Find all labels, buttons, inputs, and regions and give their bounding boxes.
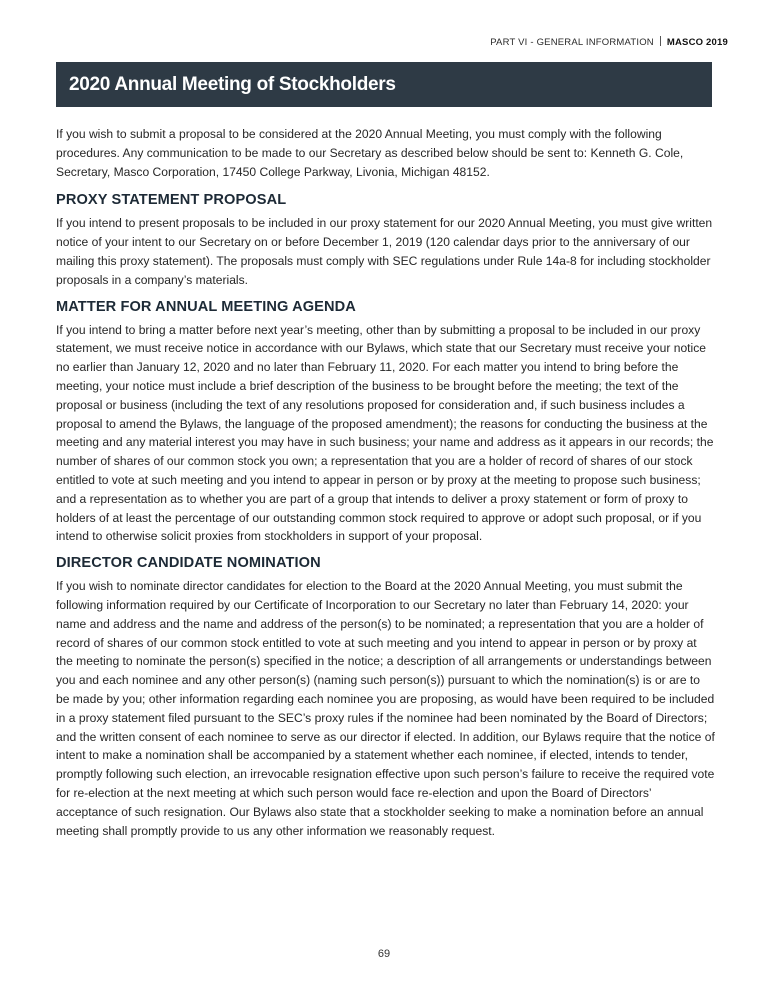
document-body [56,125,716,840]
page-number: 69 [377,948,391,960]
header-divider [660,36,661,46]
header-section-label: PART VI - GENERAL INFORMATION [490,37,654,48]
intro-paragraph: If you wish to submit a proposal to be considered at the 2020 Annual Meeting, you must comply with the following procedures. Any communication to be made to our Secretary as described below should be sent to: Kenneth G. Cole, Secretary, Masco Corporation, 17450 College Parkway, Livonia, Michigan 48152. [56,127,684,179]
heading-matter-for-annual-meeting-agenda: MATTER FOR ANNUAL MEETING AGENDA [56,298,356,315]
paragraph-proxy-statement-proposal: If you intend to present proposals to be included in our proxy statement for our 2020 Annual Meeting, you must give written notice of your intent to our Secretary on or before December 1, 2019 (120 calendar days prior to the anniversary of our mailing this proxy statement). The proposals must comply with SEC regulations under Rule 14a-8 for including stockholder proposals in a company’s materials. [56,216,713,287]
page-title: 2020 Annual Meeting of Stockholders [69,74,396,95]
heading-director-candidate-nomination: DIRECTOR CANDIDATE NOMINATION [56,555,321,572]
paragraph-director-candidate-nomination: If you wish to nominate director candidates for election to the Board at the 2020 Annual Meeting, you must submit the following information required by our Certificate of Incorporation to our Secretary no later than February 14, 2020: your name and address and the name and address of the person(s) to be nominated; a representation that you are a holder of record of shares of our common stock entitled to vote at such meeting and you intend to appear in person or by proxy at the meeting to nominate the person(s) specified in the notice; a description of all arrangements or understandings between you and each nominee and any other person(s) (naming such person(s)) pursuant to which the nomination(s) is or are to be made by you; other information regarding each nominee you are proposing, as would have been required to be included in a proxy statement filed pursuant to the SEC’s proxy rules if the nominee had been nominated by the Board of Directors; and the written consent of each nominee to serve as our director if elected. In addition, our Bylaws require that the notice of intent to make a nomination shall be accompanied by a statement whether each nominee, if elected, intends to tender, promptly following such election, an irrevocable resignation effective upon such person’s failure to receive the required vote for re-election at the next meeting at which such person would face re-election and upon the Board of Directors’ acceptance of such resignation. Our Bylaws also state that a stockholder seeking to make a nomination before an annual meeting shall promptly provide to us any other information we reasonably request. [56,579,715,838]
heading-proxy-statement-proposal: PROXY STATEMENT PROPOSAL [56,192,287,209]
running-header [490,36,728,48]
title-banner [56,62,712,107]
header-brand: MASCO 2019 [666,37,728,48]
paragraph-matter-for-annual-meeting-agenda: If you intend to bring a matter before next year’s meeting, other than by submitting a proposal to be included in our proxy statement, we must receive notice in accordance with our Bylaws, which state that our Secretary must receive your notice no earlier than January 12, 2020 and no later than February 11, 2020. For each matter you intend to bring before the meeting, your notice must include a brief description of the business to be brought before the meeting; the text of the proposal or business (including the text of any resolutions proposed for consideration and, if such business includes a proposal to amend the Bylaws, the language of the proposed amendment); the reasons for conducting the business at the meeting and any material interest you may have in such business; your name and address as it appears in our records; the number of shares of our common stock you own; a representation that you are a holder of record of shares of our stock entitled to vote at such meeting and you intend to appear in person or by proxy at the meeting to propose such business; and a representation as to whether you are part of a group that intends to deliver a proxy statement or form of proxy to holders of at least the percentage of our outstanding common stock required to approve or adopt such proposal, or if you intend to otherwise solicit proxies from stockholders in support of your proposal. [56,322,714,544]
